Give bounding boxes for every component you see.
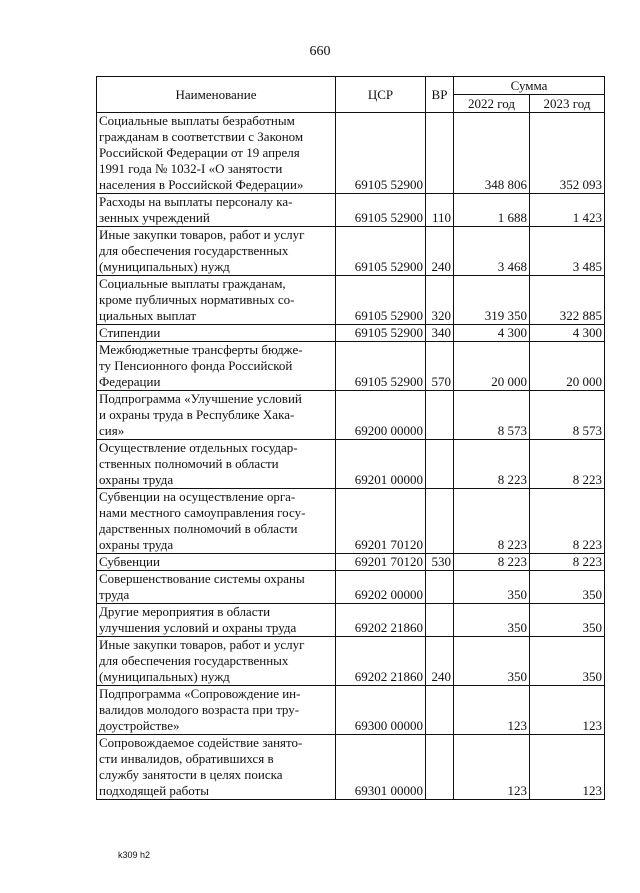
- row-2022-cell: 4 300: [454, 325, 530, 342]
- table-row: [97, 194, 605, 227]
- row-vr-cell: [426, 391, 454, 440]
- row-name-cell: Социальные выплаты безработным гражданам в соответствии с Законом Российской Федерации от 19 апреля 1991 года № 1032-I «О занятости населения в Российской Федерации»: [97, 113, 336, 194]
- row-csr-cell: 69105 52900: [336, 194, 426, 227]
- row-2023-cell: 8 223: [530, 554, 605, 571]
- table-row: [97, 113, 605, 194]
- row-name-cell: Подпрограмма «Улучшение условий и охраны труда в Республике Хака- сия»: [97, 391, 336, 440]
- table-row: [97, 571, 605, 604]
- row-name-cell: Сопровождаемое содействие занято- сти инвалидов, обратившихся в службу занятости в целях поиска подходящей работы: [97, 735, 336, 800]
- row-2023-cell: 4 300: [530, 325, 605, 342]
- row-vr-cell: [426, 604, 454, 637]
- header-year-2023: 2023 год: [530, 95, 605, 113]
- row-vr-cell: 240: [426, 637, 454, 686]
- row-2023-cell: 350: [530, 604, 605, 637]
- row-csr-cell: 69201 00000: [336, 440, 426, 489]
- row-2023-cell: 8 223: [530, 440, 605, 489]
- row-2022-cell: 348 806: [454, 113, 530, 194]
- row-2022-cell: 20 000: [454, 342, 530, 391]
- row-vr-cell: [426, 489, 454, 554]
- table-row: [97, 227, 605, 276]
- row-2022-cell: 319 350: [454, 276, 530, 325]
- row-csr-cell: 69201 70120: [336, 554, 426, 571]
- row-vr-cell: 530: [426, 554, 454, 571]
- row-name-cell: Подпрограмма «Сопровождение ин- валидов молодого возраста при тру- доустройстве»: [97, 686, 336, 735]
- row-csr-cell: 69202 21860: [336, 604, 426, 637]
- table-row: [97, 554, 605, 571]
- row-2022-cell: 123: [454, 686, 530, 735]
- budget-table: [96, 76, 605, 800]
- row-vr-cell: 320: [426, 276, 454, 325]
- table-row: [97, 604, 605, 637]
- row-name-cell: Субвенции на осуществление орга- нами местного самоуправления госу- дарственных полномочий в области охраны труда: [97, 489, 336, 554]
- row-name-cell: Другие мероприятия в области улучшения условий и охраны труда: [97, 604, 336, 637]
- table-body: [97, 113, 605, 800]
- row-name-cell: Иные закупки товаров, работ и услуг для обеспечения государственных (муниципальных) нужд: [97, 227, 336, 276]
- row-2023-cell: 8 573: [530, 391, 605, 440]
- row-2023-cell: 8 223: [530, 489, 605, 554]
- row-name-cell: Осуществление отдельных государ- ственных полномочий в области охраны труда: [97, 440, 336, 489]
- header-csr: ЦСР: [336, 77, 426, 113]
- row-name-cell: Иные закупки товаров, работ и услуг для обеспечения государственных (муниципальных) нужд: [97, 637, 336, 686]
- row-2023-cell: 123: [530, 735, 605, 800]
- row-2022-cell: 350: [454, 571, 530, 604]
- row-csr-cell: 69105 52900: [336, 342, 426, 391]
- row-2023-cell: 1 423: [530, 194, 605, 227]
- row-2023-cell: 3 485: [530, 227, 605, 276]
- row-2022-cell: 8 573: [454, 391, 530, 440]
- row-2023-cell: 20 000: [530, 342, 605, 391]
- header-name: Наименование: [97, 77, 336, 113]
- header-year-2022: 2022 год: [454, 95, 530, 113]
- table-row: [97, 276, 605, 325]
- row-vr-cell: 110: [426, 194, 454, 227]
- row-name-cell: Субвенции: [97, 554, 336, 571]
- row-2022-cell: 8 223: [454, 489, 530, 554]
- row-name-cell: Стипендии: [97, 325, 336, 342]
- row-vr-cell: [426, 113, 454, 194]
- row-csr-cell: 69202 00000: [336, 571, 426, 604]
- row-csr-cell: 69300 00000: [336, 686, 426, 735]
- row-2023-cell: 322 885: [530, 276, 605, 325]
- page-number: 660: [309, 44, 331, 59]
- row-csr-cell: 69200 00000: [336, 391, 426, 440]
- table-row: [97, 637, 605, 686]
- row-csr-cell: 69202 21860: [336, 637, 426, 686]
- row-2023-cell: 350: [530, 571, 605, 604]
- header-vr: ВР: [426, 77, 454, 113]
- row-csr-cell: 69105 52900: [336, 276, 426, 325]
- row-vr-cell: 240: [426, 227, 454, 276]
- table-row: [97, 735, 605, 800]
- row-2022-cell: 123: [454, 735, 530, 800]
- table-row: [97, 325, 605, 342]
- row-vr-cell: [426, 440, 454, 489]
- row-csr-cell: 69105 52900: [336, 325, 426, 342]
- table-row: [97, 342, 605, 391]
- row-csr-cell: 69105 52900: [336, 227, 426, 276]
- table-row: [97, 440, 605, 489]
- footer-code: k309 h2: [118, 850, 151, 860]
- row-2022-cell: 8 223: [454, 440, 530, 489]
- row-csr-cell: 69301 00000: [336, 735, 426, 800]
- row-2022-cell: 350: [454, 604, 530, 637]
- row-vr-cell: 340: [426, 325, 454, 342]
- row-name-cell: Межбюджетные трансферты бюдже- ту Пенсионного фонда Российской Федерации: [97, 342, 336, 391]
- row-name-cell: Социальные выплаты гражданам, кроме публичных нормативных со- циальных выплат: [97, 276, 336, 325]
- table-row: [97, 686, 605, 735]
- row-2023-cell: 350: [530, 637, 605, 686]
- header-sum: Сумма: [454, 77, 605, 95]
- row-2022-cell: 8 223: [454, 554, 530, 571]
- row-name-cell: Расходы на выплаты персоналу ка- зенных учреждений: [97, 194, 336, 227]
- table-row: [97, 391, 605, 440]
- row-vr-cell: [426, 686, 454, 735]
- row-2022-cell: 350: [454, 637, 530, 686]
- row-csr-cell: 69105 52900: [336, 113, 426, 194]
- row-2022-cell: 1 688: [454, 194, 530, 227]
- row-vr-cell: 570: [426, 342, 454, 391]
- row-name-cell: Совершенствование системы охраны труда: [97, 571, 336, 604]
- row-vr-cell: [426, 571, 454, 604]
- row-2022-cell: 3 468: [454, 227, 530, 276]
- row-2023-cell: 123: [530, 686, 605, 735]
- row-vr-cell: [426, 735, 454, 800]
- row-csr-cell: 69201 70120: [336, 489, 426, 554]
- row-2023-cell: 352 093: [530, 113, 605, 194]
- table-row: [97, 489, 605, 554]
